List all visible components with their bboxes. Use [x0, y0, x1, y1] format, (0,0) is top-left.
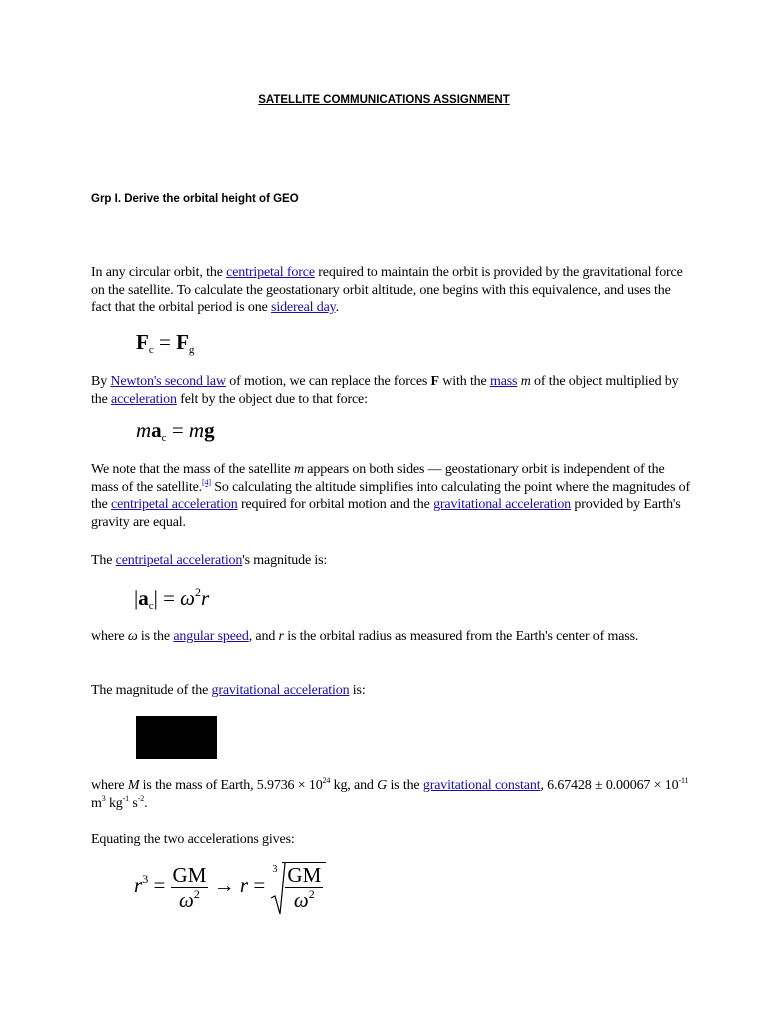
- text: So calculating the altitude simplifies into calculating the point where the magnitudes of the: [91, 479, 691, 512]
- eq-symbol: m: [136, 418, 152, 442]
- link-gravitational-acceleration[interactable]: gravitational acceleration: [433, 497, 572, 512]
- paragraph-gravitational-magnitude: [91, 682, 691, 700]
- superscript: 3: [101, 793, 106, 803]
- link-centripetal-acceleration[interactable]: centripetal acceleration: [111, 497, 238, 512]
- eq-symbol: F: [136, 330, 149, 354]
- text: We note that the mass of the satellite: [91, 462, 294, 477]
- eq-symbol: F: [176, 330, 189, 354]
- text: required for orbital motion and the: [237, 497, 434, 512]
- text-italic: ω: [127, 629, 138, 644]
- text: of the object multiplied by the: [91, 374, 679, 407]
- eq-symbol: ω: [180, 586, 195, 610]
- text: m: [91, 795, 102, 811]
- text: required to maintain the orbit is provided by the gravitational force on the satellite. To calculate the geostationary orbit altitude, one begins with this equivalence, and uses the fact that the orbital period is one: [91, 265, 683, 315]
- eq-symbol: ω: [179, 887, 194, 912]
- text: of motion, we can replace the forces: [225, 374, 431, 389]
- equation-image-placeholder: [136, 716, 217, 759]
- equation-ma: [136, 418, 215, 444]
- eq-symbol: ω: [293, 888, 309, 912]
- link-reference-4[interactable]: [4]: [202, 477, 211, 487]
- document-title: SATELLITE COMMUNICATIONS ASSIGNMENT: [258, 94, 510, 106]
- eq-op: =: [248, 872, 271, 897]
- eq-symbol: a: [138, 586, 149, 610]
- text: is the mass of Earth, 5.9736 × 10: [139, 778, 323, 793]
- eq-root-index: 3: [272, 864, 278, 875]
- text: is the: [387, 778, 423, 793]
- eq-cube-root: [270, 862, 326, 912]
- paragraph-centripetal-magnitude: [91, 552, 691, 570]
- paragraph-newtons-law: [91, 373, 691, 408]
- eq-symbol: r: [201, 586, 210, 610]
- eq-sub: g: [188, 344, 195, 356]
- eq-arrow: →: [208, 872, 240, 897]
- eq-op: =: [166, 418, 189, 442]
- superscript: -11: [678, 776, 689, 785]
- text-italic: M: [127, 778, 140, 793]
- equation-orbital-radius: [134, 862, 326, 912]
- superscript: -1: [122, 793, 130, 803]
- link-centripetal-force[interactable]: centripetal force: [226, 265, 315, 280]
- eq-fraction: [285, 863, 323, 912]
- text: , 6.67428 ± 0.00067 × 10: [540, 778, 679, 793]
- section-heading: Grp I. Derive the orbital height of GEO: [91, 193, 299, 205]
- paragraph-equating: Equating the two accelerations gives:: [91, 832, 295, 847]
- text: with the: [438, 374, 490, 389]
- text-italic: r: [278, 629, 284, 644]
- paragraph-mass-independence: [91, 461, 691, 531]
- link-sidereal-day[interactable]: sidereal day: [271, 300, 336, 315]
- equation-centripetal-acceleration: [134, 586, 209, 612]
- text: where: [91, 629, 128, 644]
- eq-sub: c: [148, 344, 154, 356]
- eq-symbol: r: [239, 872, 249, 897]
- text: The: [91, 553, 116, 568]
- text: is the orbital radius as measured from the Earth's center of mass.: [283, 629, 639, 644]
- link-newtons-second-law[interactable]: Newton's second law: [110, 374, 226, 389]
- eq-symbol: r: [134, 872, 143, 897]
- eq-radicand: [282, 862, 326, 912]
- text: 's magnitude is:: [242, 553, 328, 568]
- text: kg, and: [330, 778, 378, 793]
- eq-fraction: [171, 863, 209, 912]
- text: where: [91, 778, 128, 793]
- text: , and: [248, 629, 279, 644]
- text: In any circular orbit, the: [91, 265, 227, 280]
- eq-op: |: [153, 586, 158, 610]
- eq-symbol: a: [151, 418, 162, 442]
- text: .: [144, 795, 148, 811]
- paragraph-earth-constants: [91, 777, 691, 812]
- text: kg: [105, 795, 123, 811]
- text: By: [91, 374, 111, 389]
- equation-force-balance: [136, 330, 194, 356]
- link-acceleration[interactable]: acceleration: [111, 391, 177, 407]
- eq-op: =: [153, 330, 177, 354]
- text-italic: m: [520, 374, 531, 389]
- text-bold: F: [430, 374, 439, 389]
- text: appears on both sides — geostationary orbit is independent of the mass of the satellite.: [91, 462, 665, 495]
- eq-sup: 2: [308, 887, 315, 901]
- eq-symbol: g: [204, 418, 215, 442]
- text: The magnitude of the: [91, 683, 212, 698]
- link-centripetal-acceleration-2[interactable]: centripetal acceleration: [115, 553, 243, 568]
- link-gravitational-constant[interactable]: gravitational constant: [422, 778, 541, 793]
- eq-sub: c: [161, 432, 167, 444]
- superscript: 24: [322, 776, 331, 785]
- text-italic: m: [293, 462, 304, 477]
- eq-sup: 2: [195, 585, 201, 599]
- eq-sup: 2: [193, 886, 200, 901]
- eq-numerator: GM: [172, 862, 207, 887]
- text: is the: [137, 629, 174, 644]
- text: is:: [349, 683, 366, 698]
- eq-op: |: [134, 586, 139, 610]
- eq-denominator: [171, 888, 209, 912]
- text: .: [335, 300, 339, 315]
- text: provided by Earth's gravity are equal.: [91, 497, 681, 530]
- text: s: [129, 795, 138, 811]
- eq-numerator: GM: [287, 863, 322, 887]
- eq-op: =: [148, 872, 171, 897]
- eq-denominator: [285, 888, 323, 912]
- paragraph-angular-speed: [91, 628, 691, 646]
- link-mass[interactable]: mass: [489, 374, 518, 389]
- eq-sup: 3: [142, 871, 149, 886]
- eq-op: =: [157, 586, 181, 610]
- link-angular-speed[interactable]: angular speed: [173, 629, 249, 644]
- text: felt by the object due to that force:: [176, 391, 368, 407]
- link-gravitational-acceleration-2[interactable]: gravitational acceleration: [211, 683, 350, 698]
- superscript: -2: [137, 793, 145, 803]
- eq-sub: c: [148, 600, 154, 612]
- text-italic: G: [377, 778, 388, 793]
- eq-symbol: m: [188, 418, 205, 442]
- paragraph-centripetal-intro: [91, 264, 691, 317]
